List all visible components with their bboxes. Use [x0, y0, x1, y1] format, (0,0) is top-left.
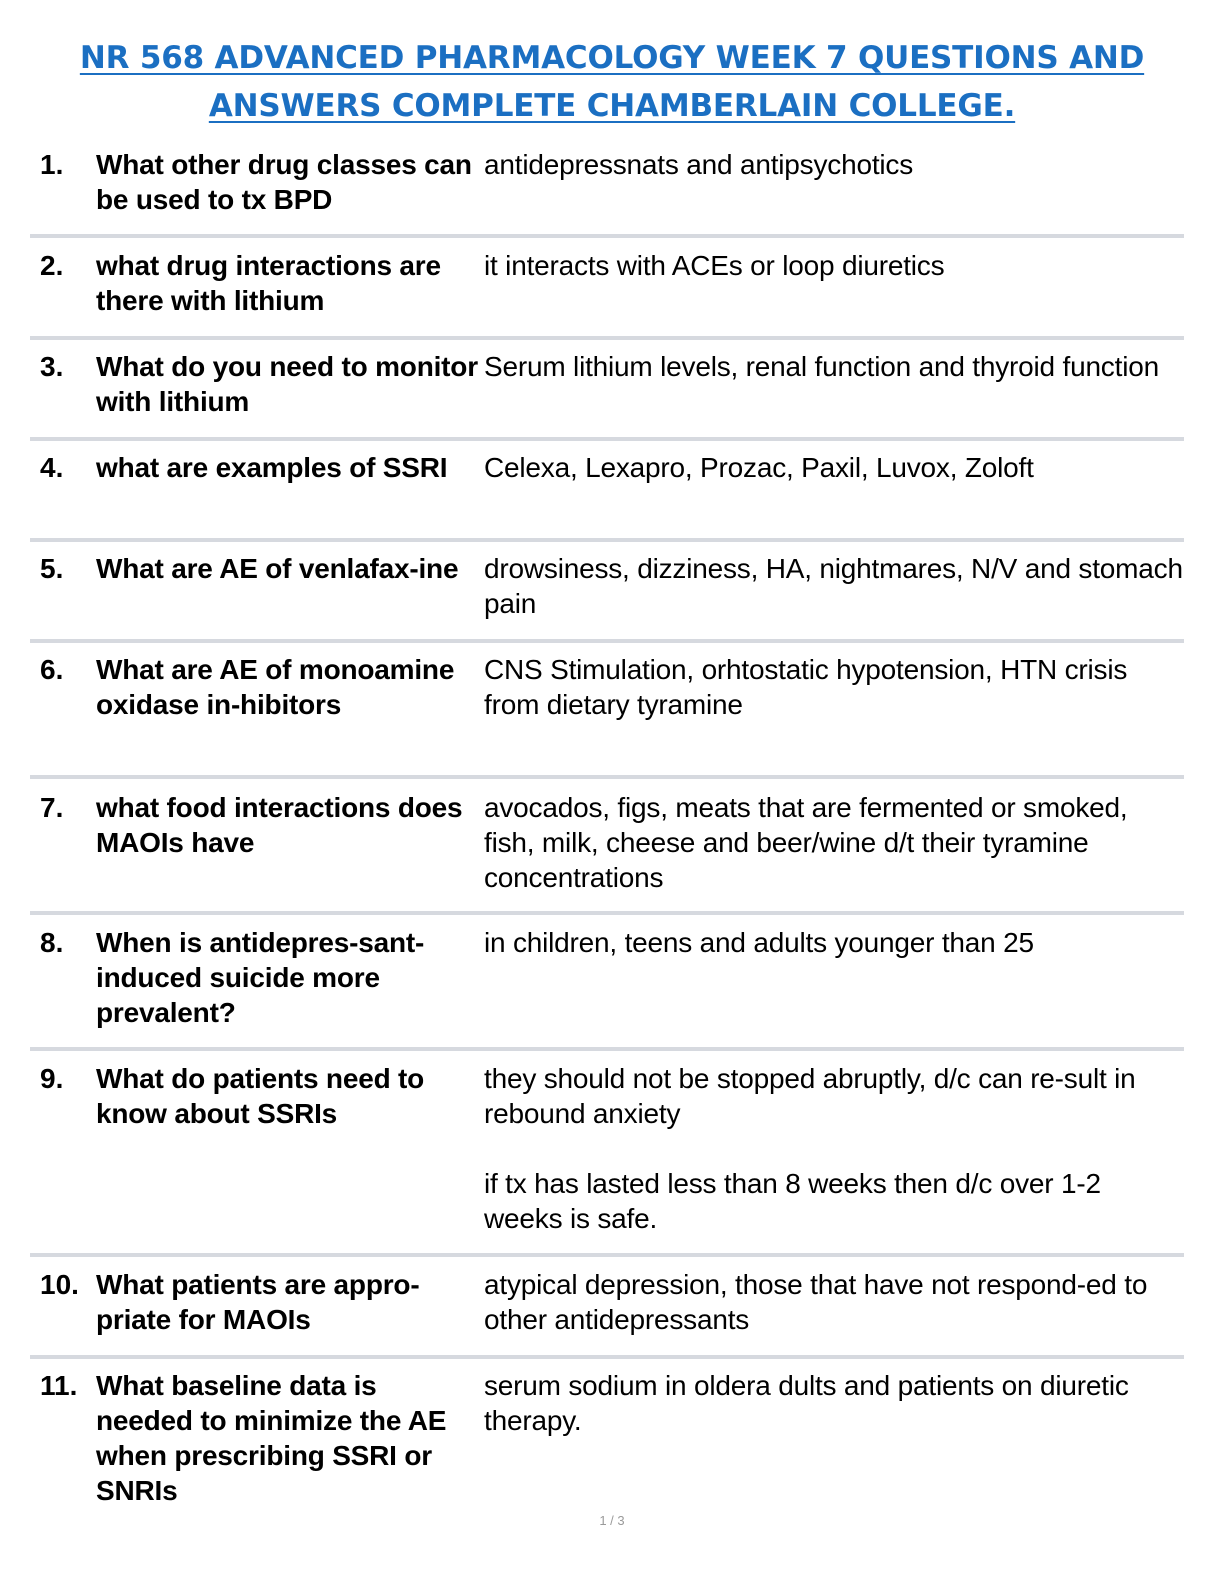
question-number: 3.: [40, 351, 64, 382]
document-title: [40, 34, 1184, 130]
row-divider: [30, 1047, 1184, 1051]
answer-paragraph: atypical depression, those that have not respond-ed to other antidepressants: [484, 1269, 1148, 1335]
answer-paragraph: Celexa, Lexapro, Prozac, Paxil, Luvox, Zoloft: [484, 452, 1034, 483]
answer-paragraph: CNS Stimulation, orhtostatic hypotension, HTN crisis from dietary tyramine: [484, 654, 1128, 720]
question-text: what food interactions does MAOIs have: [96, 792, 463, 858]
answer-paragraph: if tx has lasted less than 8 weeks then d/c over 1-2 weeks is safe.: [484, 1168, 1101, 1234]
question-number: 11.: [40, 1370, 78, 1401]
question-text: What do patients need to know about SSRIs: [96, 1063, 425, 1129]
answer-text: [484, 1267, 1184, 1337]
answer-paragraph: serum sodium in oldera dults and patients on diuretic therapy.: [484, 1370, 1129, 1436]
question-number: 2.: [40, 250, 64, 281]
answer-paragraph: it interacts with ACEs or loop diuretics: [484, 250, 945, 281]
question-text: What patients are appro-priate for MAOIs: [96, 1269, 420, 1335]
question-number: 8.: [40, 927, 64, 958]
question-number: 10.: [40, 1269, 79, 1300]
question-text: what are examples of SSRI: [96, 452, 448, 483]
question-text: When is antidepres-sant-induced suicide more prevalent?: [96, 927, 425, 1028]
answer-text: [484, 925, 1184, 960]
question-number: 4.: [40, 452, 64, 483]
answer-paragraph: they should not be stopped abruptly, d/c can re-sult in rebound anxiety: [484, 1063, 1136, 1129]
row-divider: [30, 1253, 1184, 1257]
page-number: 1 / 3: [599, 1513, 625, 1528]
question-number: 6.: [40, 654, 64, 685]
answer-text: [484, 1368, 1184, 1438]
answer-paragraph: drowsiness, dizziness, HA, nightmares, N/V and stomach pain: [484, 553, 1183, 619]
question-text: What other drug classes can be used to tx BPD: [96, 149, 472, 215]
row-divider: [30, 538, 1184, 542]
question-number: 5.: [40, 553, 64, 584]
row-divider: [30, 639, 1184, 643]
answer-text: [484, 349, 1184, 384]
row-divider: [30, 336, 1184, 340]
question-text: What baseline data is needed to minimize the AE when prescribing SSRI or SNRIs: [96, 1370, 447, 1506]
question-number: 7.: [40, 792, 64, 823]
question-text: What are AE of monoamine oxidase in-hibitors: [96, 654, 455, 720]
row-divider: [30, 234, 1184, 238]
title-line-1: NR 568 ADVANCED PHARMACOLOGY WEEK 7 QUESTIONS AND: [79, 40, 1145, 76]
answer-text: [484, 147, 1184, 182]
answer-paragraph: antidepressnats and antipsychotics: [484, 149, 914, 180]
row-divider: [30, 437, 1184, 441]
answer-text: [484, 790, 1184, 895]
question-text: What are AE of venlafax-ine: [96, 553, 459, 584]
answer-text: [484, 450, 1184, 485]
answer-text: [484, 248, 1184, 283]
question-number: 1.: [40, 149, 64, 180]
row-divider: [30, 1355, 1184, 1359]
row-divider: [30, 775, 1184, 779]
question-text: what drug interactions are there with lithium: [96, 250, 441, 316]
question-number: 9.: [40, 1063, 64, 1094]
title-line-2: ANSWERS COMPLETE CHAMBERLAIN COLLEGE.: [208, 88, 1016, 124]
row-divider: [30, 911, 1184, 915]
answer-paragraph: Serum lithium levels, renal function and thyroid function: [484, 351, 1159, 382]
answer-paragraph: in children, teens and adults younger than 25: [484, 927, 1034, 958]
answer-text: [484, 551, 1184, 621]
answer-text: [484, 652, 1184, 722]
question-text: What do you need to monitor with lithium: [96, 351, 478, 417]
answer-text: [484, 1061, 1184, 1236]
answer-paragraph: avocados, figs, meats that are fermented or smoked, fish, milk, cheese and beer/wine d/t their tyramine concentrations: [484, 792, 1128, 893]
